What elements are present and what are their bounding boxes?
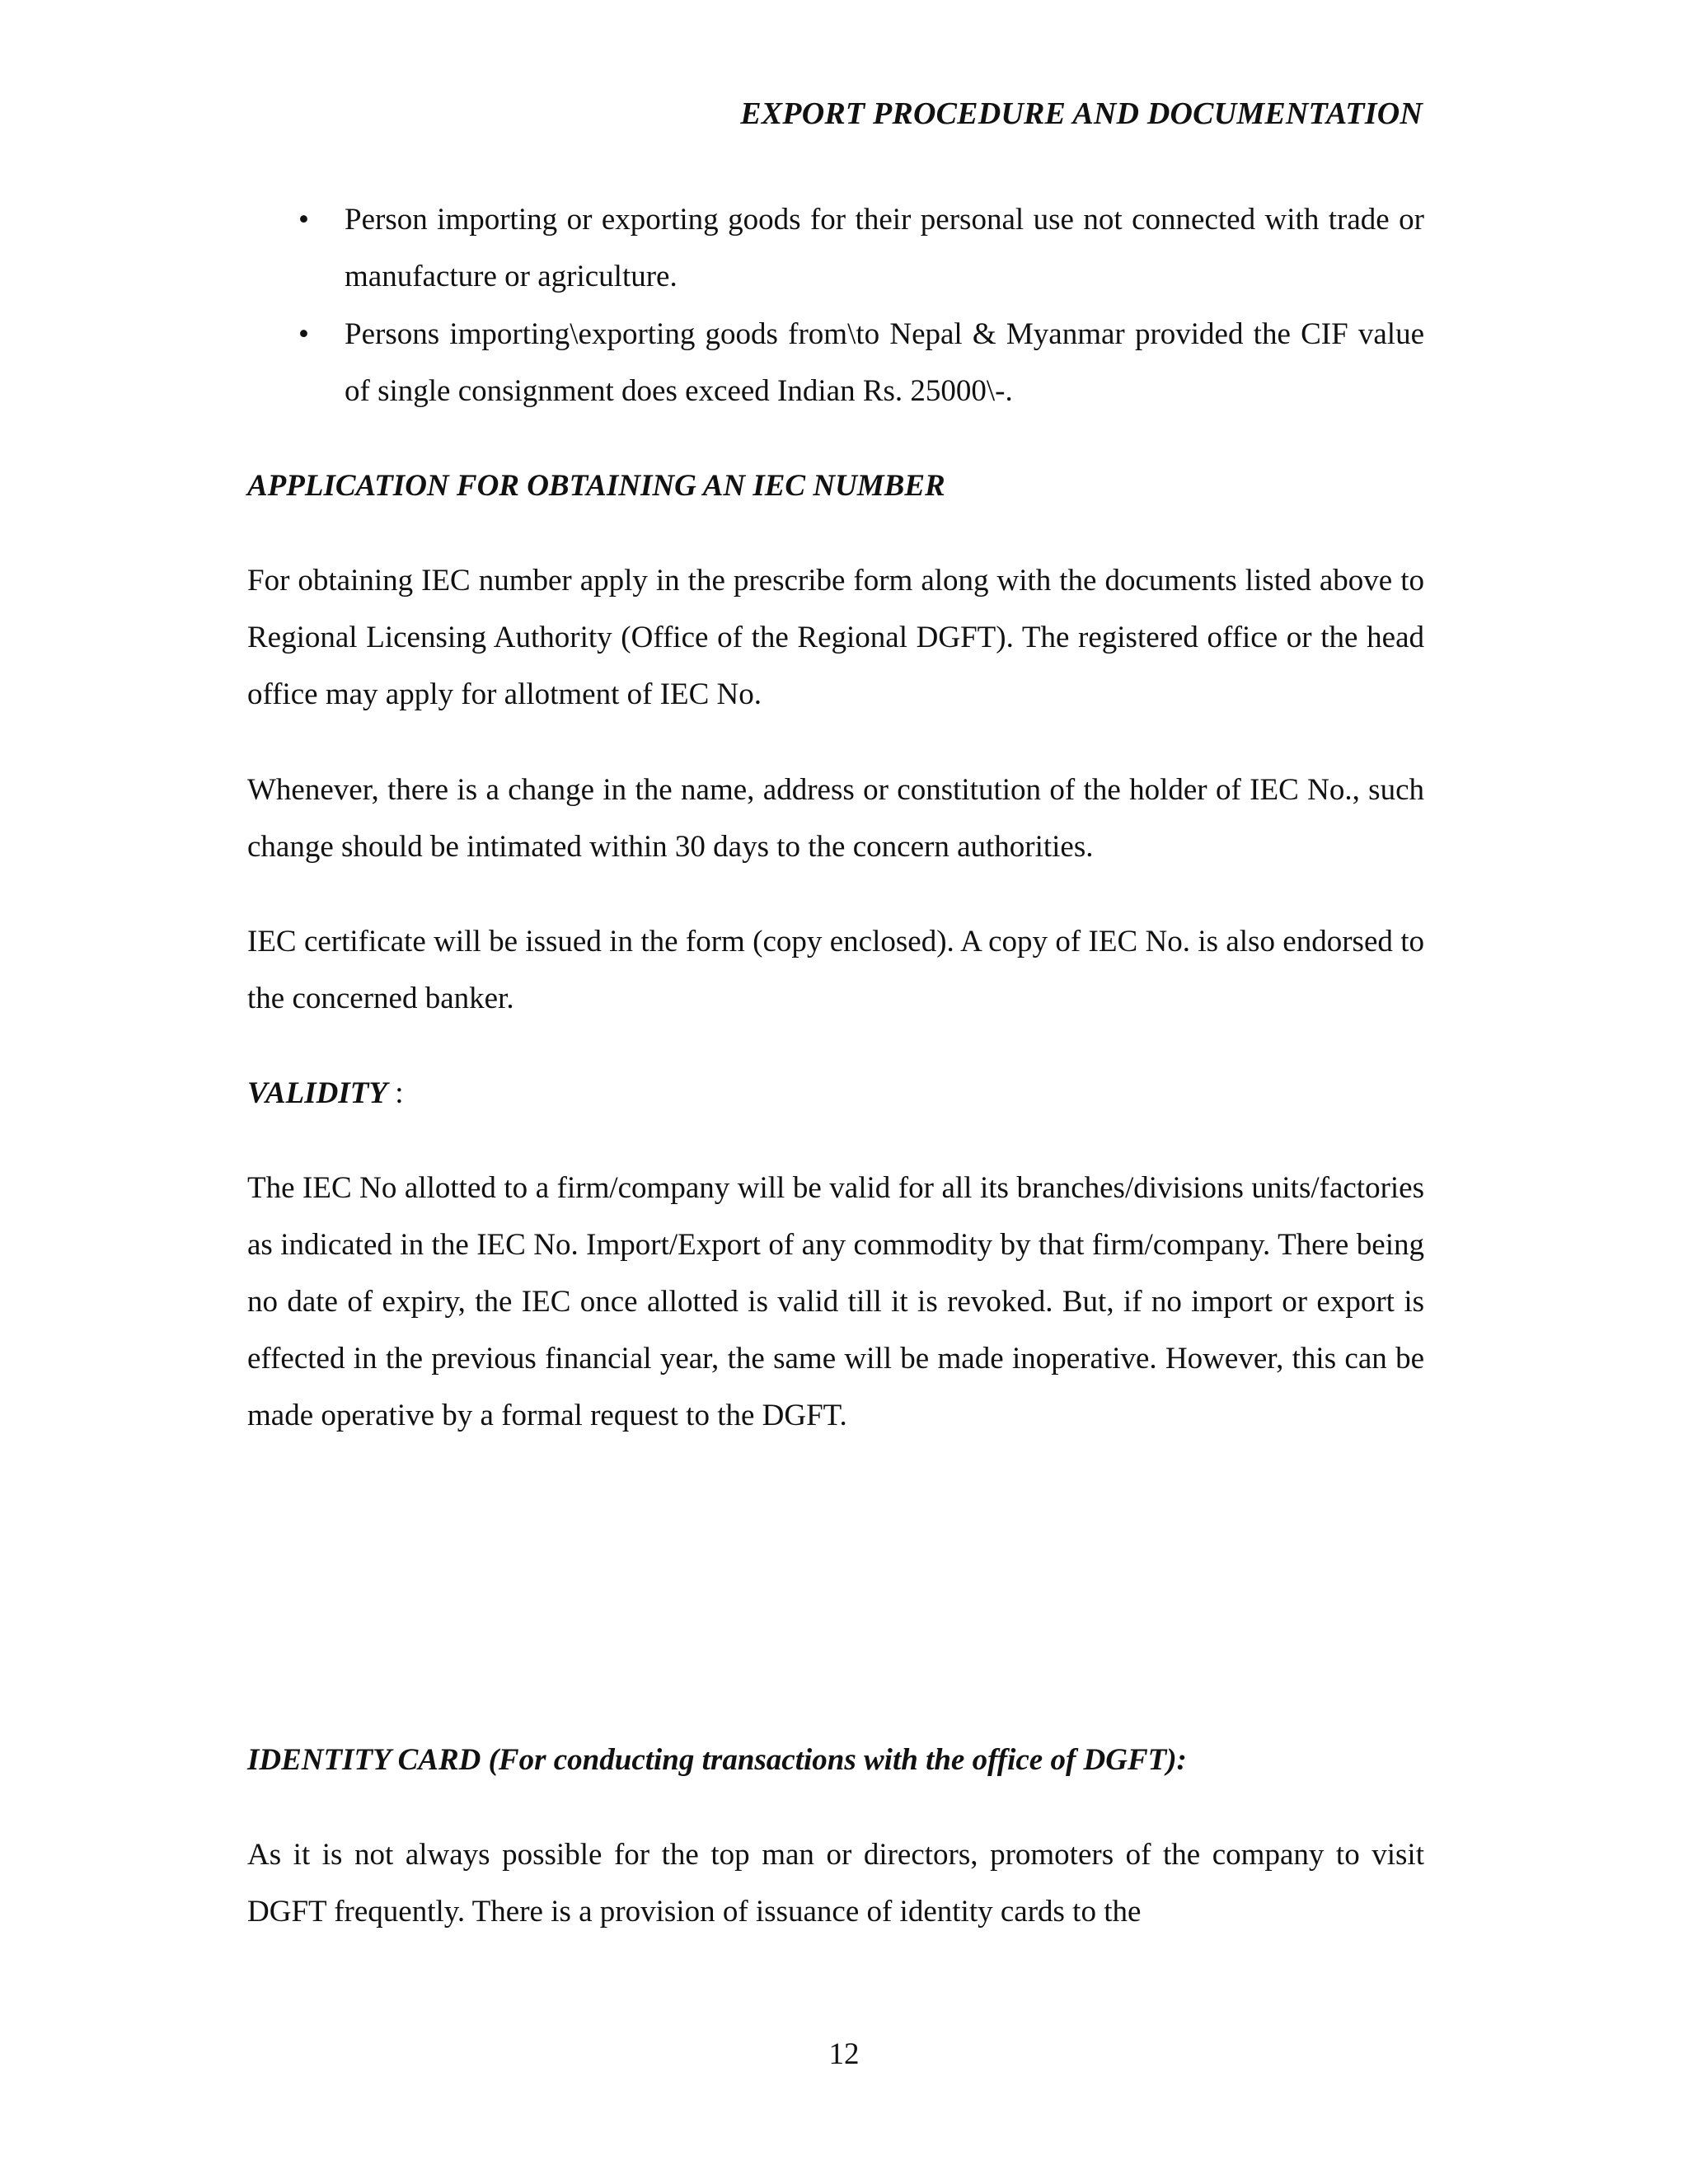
paragraph-identity-card: As it is not always possible for the top man or directors, promoters of the company to visit DGFT frequently. There is a provision of issuance of identity cards to the: [247, 1838, 1424, 1929]
list-item: [247, 191, 1424, 305]
running-header: EXPORT PROCEDURE AND DOCUMENTATION: [740, 96, 1423, 131]
heading-identity-card: IDENTITY CARD (For conducting transactions with the office of DGFT):: [247, 1743, 1187, 1777]
paragraph-application-3: IEC certificate will be issued in the form (copy enclosed). A copy of IEC No. is also endorsed to the concerned banker.: [247, 925, 1424, 1015]
list-item: [247, 306, 1424, 419]
heading-validity: [247, 1065, 403, 1122]
bullet-text: Persons importing\exporting goods from\to Nepal & Myanmar provided the CIF value of single consignment does exceed Indian Rs. 25000\-.: [345, 317, 1424, 408]
paragraph-application-2: Whenever, there is a change in the name, address or constitution of the holder of IEC No., such change should be intimated within 30 days to the concern authorities.: [247, 773, 1424, 864]
heading-application: APPLICATION FOR OBTAINING AN IEC NUMBER: [247, 469, 945, 503]
bullet-icon: •: [298, 203, 309, 237]
heading-validity-suffix: :: [387, 1076, 404, 1110]
paragraph-validity: The IEC No allotted to a firm/company will be valid for all its branches/divisions units/factories as indicated in the IEC No. Import/Export of any commodity by that firm/company. There being no date of expiry, the IEC once allotted is valid till it is revoked. But, if no import or export is effected in the previous financial year, the same will be made inoperative. However, this can be made operative by a formal request to the DGFT.: [247, 1171, 1424, 1432]
paragraph-application-1: For obtaining IEC number apply in the prescribe form along with the documents listed above to Regional Licensing Authority (Office of the Regional DGFT). The registered office or the head office may apply for allotment of IEC No.: [247, 564, 1424, 711]
bullet-icon: •: [298, 317, 309, 351]
bullet-text: Person importing or exporting goods for their personal use not connected with trade or manufacture or agriculture.: [345, 203, 1424, 293]
page-number: 12: [828, 2037, 860, 2071]
heading-validity-text: VALIDITY: [247, 1076, 387, 1110]
bullet-list: [247, 191, 1424, 420]
